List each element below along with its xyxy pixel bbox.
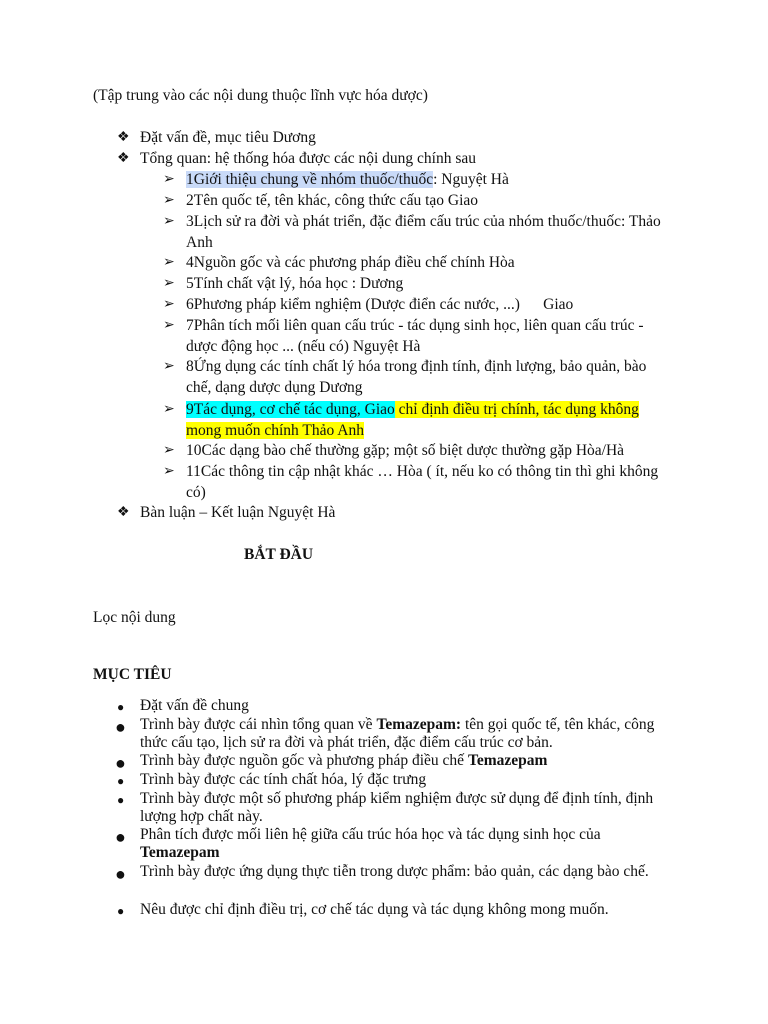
objective-6-pre: Phân tích được mối liên hệ giữa cấu trúc hóa học và tác dụng sinh học của [140,826,601,843]
outline-subitem-7: 7Phân tích mối liên quan cấu trúc - tác dụng sinh học, liên quan cấu trúc - dược động học ... (nếu có) Nguyệt Hà [186,317,644,355]
outline-subitem-9 [186,400,646,442]
bullet-icon: ● [115,827,126,847]
arrow-bullet-icon: ➢ [163,172,175,187]
start-heading: BẮT ĐẦU [244,546,314,563]
bullet-icon: ● [115,717,126,737]
highlight-blue: 1Giới thiệu chung về nhóm thuốc/thuốc [186,171,434,188]
outline-subitem-8: 8Ứng dụng các tính chất lý hóa trong định tính, định lượng, bảo quản, bào chế, dạng dược dụng Dương [186,358,647,396]
objective-2-bold: Temazepam: [376,716,462,733]
objectives-heading: MỤC TIÊU [93,666,172,683]
objective-2-post: tên gọi quốc tế, tên khác, công thức cấu tạo, lịch sử ra đời và phát triển, đặc điểm cấu trúc cơ bản. [140,716,655,752]
objective-1: Đặt vấn đề chung [140,697,249,714]
arrow-bullet-icon: ➢ [163,443,175,458]
objective-5: Trình bày được một số phương pháp kiểm nghiệm được sử dụng để định tính, định lượng hợp chất này. [140,790,654,826]
arrow-bullet-icon: ➢ [163,402,175,417]
objective-3 [140,752,680,770]
bullet-icon: ● [115,864,126,884]
objective-7: Trình bày được ứng dụng thực tiễn trong dược phẩm: bảo quản, các dạng bào chế. [140,863,649,880]
objective-3-pre: Trình bày được nguồn gốc và phương pháp điều chế [140,752,468,769]
outline-subitem-2: 2Tên quốc tế, tên khác, công thức cấu tạo Giao [186,192,479,209]
arrow-bullet-icon: ➢ [163,297,175,312]
arrow-bullet-icon: ➢ [163,193,175,208]
diamond-bullet-icon: ❖ [117,505,130,520]
arrow-bullet-icon: ➢ [163,214,175,229]
objective-3-bold: Temazepam [467,752,548,769]
arrow-bullet-icon: ➢ [163,276,175,291]
outline-item-problem: Đặt vấn đề, mục tiêu Dương [140,129,316,146]
diamond-bullet-icon: ❖ [117,151,130,166]
bullet-icon: ● [117,904,125,918]
outline-item-discussion: Bàn luận – Kết luận Nguyệt Hà [140,504,336,521]
outline-subitem-4: 4Nguồn gốc và các phương pháp điều chế chính Hòa [186,254,515,271]
objective-8: Nêu được chỉ định điều trị, cơ chế tác dụng và tác dụng không mong muốn. [140,901,609,918]
subitem-1-rest: : Nguyệt Hà [433,171,509,188]
objective-2-pre: Trình bày được cái nhìn tổng quan về [140,716,377,733]
highlight-cyan: 9Tác dụng, cơ chế tác dụng, Giao [186,401,395,418]
objective-6-bold: Temazepam [140,844,220,862]
intro-text: (Tập trung vào các nội dung thuộc lĩnh vực hóa dược) [93,87,428,104]
bullet-icon: ● [117,774,125,788]
objective-2 [140,716,680,752]
bullet-icon: ● [115,753,126,773]
arrow-bullet-icon: ➢ [163,359,175,374]
arrow-bullet-icon: ➢ [163,318,175,333]
objective-6 [140,826,680,862]
bullet-icon: ● [117,793,125,807]
highlight-yellow: chỉ định điều trị chính, tác dụng không mong muốn chính Thảo Anh [186,401,639,439]
filter-label: Lọc nội dung [93,609,176,626]
outline-subitem-6: 6Phương pháp kiểm nghiệm (Dược điển các nước, ...) Giao [186,296,574,313]
outline-subitem-5: 5Tính chất vật lý, hóa học : Dương [186,275,404,292]
objective-4: Trình bày được các tính chất hóa, lý đặc trưng [140,771,427,788]
arrow-bullet-icon: ➢ [163,255,175,270]
outline-subitem-11: 11Các thông tin cập nhật khác … Hòa ( ít, nếu ko có thông tin thì ghi không có) [186,463,659,501]
outline-subitem-1 [186,170,686,191]
arrow-bullet-icon: ➢ [163,464,175,479]
bullet-icon: ● [117,700,125,714]
outline-subitem-3: 3Lịch sử ra đời và phát triển, đặc điểm cấu trúc của nhóm thuốc/thuốc: Thảo Anh [186,213,661,251]
outline-item-overview: Tổng quan: hệ thống hóa được các nội dung chính sau [140,150,476,167]
diamond-bullet-icon: ❖ [117,130,130,145]
outline-subitem-10: 10Các dạng bào chế thường gặp; một số biệt dược thường gặp Hòa/Hà [186,442,625,459]
